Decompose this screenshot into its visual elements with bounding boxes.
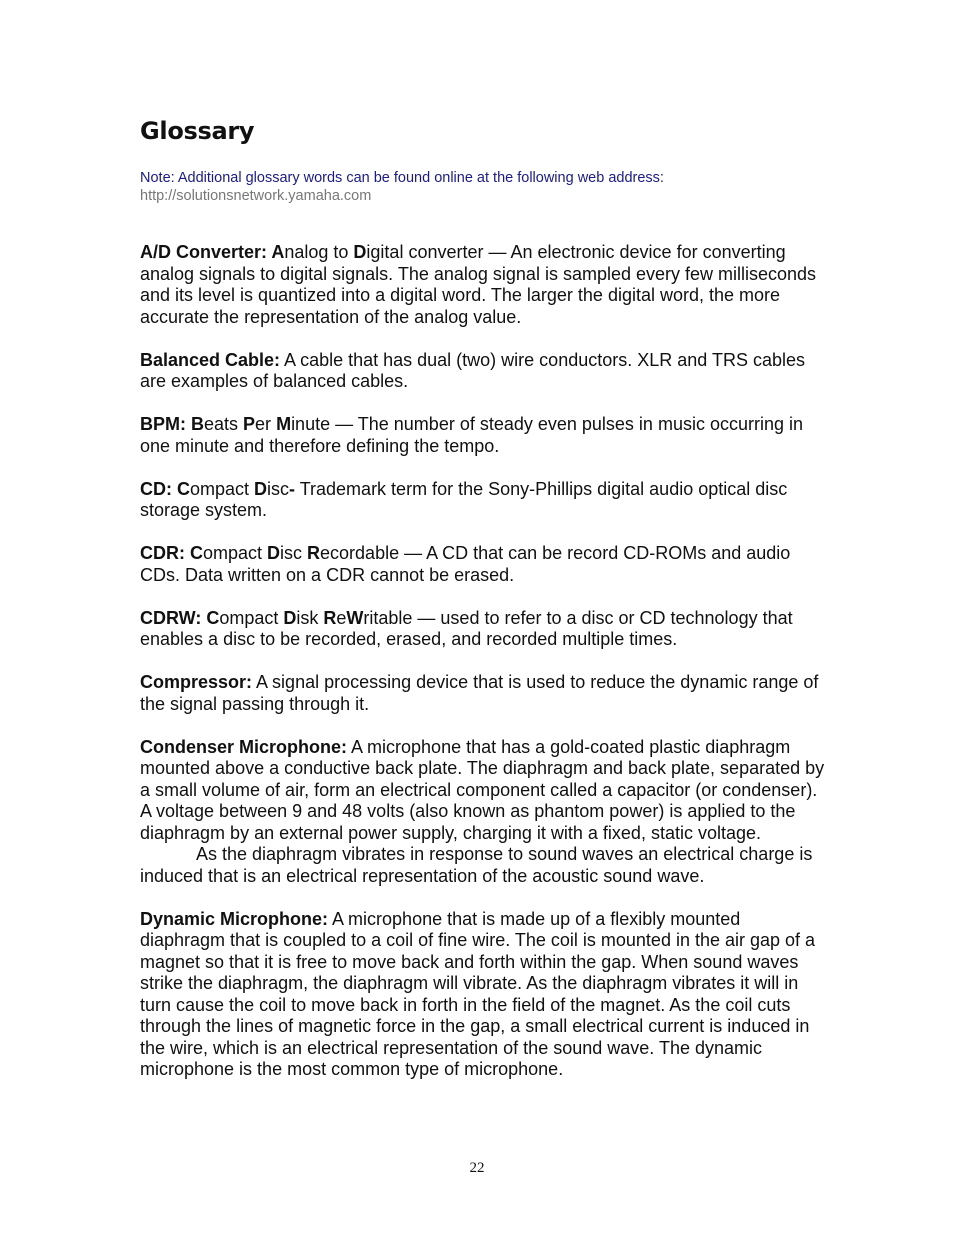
glossary-term: CDRW: C [140, 607, 220, 628]
glossary-term: Balanced Cable: [140, 349, 281, 370]
glossary-entry [140, 350, 830, 393]
glossary-definition: inute — The number of steady even pulses in music occurring in one minute and therefore defining the tempo. [140, 414, 803, 456]
glossary-definition: isc [280, 543, 308, 563]
glossary-term: - [289, 478, 296, 499]
glossary-definition: A signal processing device that is used to reduce the dynamic range of the signal passing through it. [140, 672, 819, 714]
page-number: 22 [469, 1160, 485, 1176]
glossary-paragraph: As the diaphragm vibrates in response to sound waves an electrical charge is induced that is an electrical representation of the acoustic sound wave. [140, 844, 813, 886]
glossary-definition: e [336, 607, 347, 628]
glossary-term: W [346, 607, 364, 628]
glossary-term: R [307, 543, 321, 563]
web-address-link[interactable]: http://solutionsnetwork.yamaha.com [140, 188, 372, 204]
glossary-term: A/D Converter: A [140, 242, 285, 262]
glossary-definition: isk [296, 607, 324, 628]
glossary-term: Condenser Microphone: [140, 736, 348, 757]
glossary-term: R [323, 607, 337, 628]
glossary-definition: A microphone that has a gold-coated plastic diaphragm mounted above a conductive back plate. The diaphragm and back plate, separated by a small volume of air, form an electrical component called a capacitor (or condenser). A voltage between 9 and 48 volts (also known as phantom power) is applied to the diaphragm by an external power supply, charging it with a fixed, static voltage. [140, 736, 825, 843]
glossary-note: Note: Additional glossary words can be found online at the following web address: [140, 170, 664, 186]
glossary-definition: A microphone that is made up of a flexibly mounted diaphragm that is coupled to a coil of fine wire. The coil is mounted in the air gap of a magnet so that it is free to move back and forth within the gap. When sound waves strike the diaphragm, the diaphragm will vibrate. As the diaphragm vibrates it will in turn cause the coil to move back in forth in the field of the magnet. As the coil cuts through the lines of magnetic force in the gap, a small electrical current is induced in the wire, which is an electrical representation of the sound wave. The dynamic microphone is the most common type of microphone. [140, 908, 816, 1079]
glossary-definition: ompact [219, 607, 284, 628]
glossary-definition: eats [204, 414, 244, 434]
glossary-entry [140, 479, 830, 522]
glossary-term: P [243, 414, 256, 434]
glossary-entry [140, 737, 830, 888]
glossary-definition: ompact [190, 478, 255, 499]
glossary-term: D [267, 543, 281, 563]
glossary-entry [140, 608, 830, 651]
glossary-entry [140, 909, 830, 1081]
glossary-term: D [283, 607, 297, 628]
glossary-definition: nalog to [284, 242, 354, 262]
glossary-term: M [276, 414, 292, 434]
glossary-definition: igital converter — An electronic device for converting analog signals to digital signals. The analog signal is sampled every few milliseconds and its level is quantized into a digital word. The larger the digital word, the more accurate the representation of the analog value. [140, 242, 817, 327]
glossary-definition: ecordable — A CD that can be record CD-ROMs and audio CDs. Data written on a CDR cannot be erased. [140, 543, 791, 585]
glossary-definition: ritable — used to refer to a disc or CD technology that enables a disc to be recorded, erased, and recorded multiple times. [140, 607, 793, 649]
glossary-term: BPM: B [140, 414, 204, 434]
glossary-term: CDR: C [140, 543, 203, 563]
glossary-term: Dynamic Microphone: [140, 908, 329, 929]
glossary-definition: Trademark term for the Sony-Phillips digital audio optical disc storage system. [140, 478, 788, 520]
glossary-entry [140, 414, 830, 457]
glossary-definition: ompact [203, 543, 268, 563]
glossary-entry [140, 672, 830, 715]
glossary-definition: er [255, 414, 277, 434]
glossary-entries [140, 242, 830, 1081]
glossary-term: CD: C [140, 478, 190, 499]
glossary-definition: A cable that has dual (two) wire conductors. XLR and TRS cables are examples of balanced cables. [140, 349, 805, 391]
glossary-term: D [254, 478, 268, 499]
glossary-definition: isc [267, 478, 290, 499]
page-title: Glossary [140, 117, 255, 145]
glossary-entry [140, 242, 830, 328]
glossary-term: D [353, 242, 367, 262]
glossary-entry [140, 543, 830, 586]
glossary-term: Compressor: [140, 672, 253, 692]
page-content [140, 116, 830, 1102]
